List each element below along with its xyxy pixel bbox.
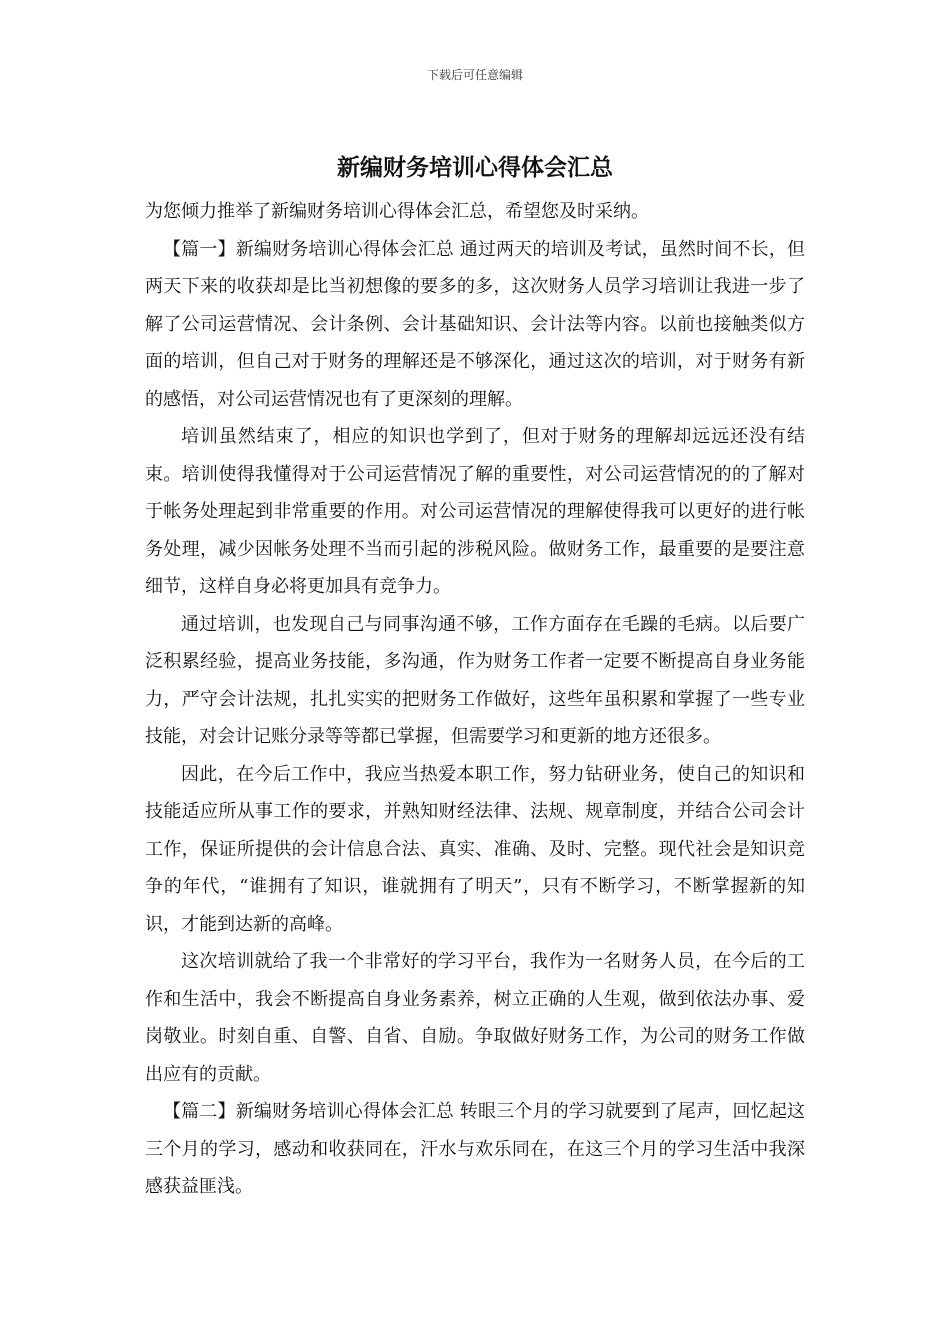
body-paragraph: 培训虽然结束了，相应的知识也学到了，但对于财务的理解却远远还没有结束。培训使得我懂得对于公司运营情况了解的重要性，对公司运营情况的的了解对于帐务处理起到非常重要的作用。对公司运营情况的理解使得我可以更好的进行帐务处理，减少因帐务处理不当而引起的涉税风险。做财务工作，最重要的是要注意细节，这样自身必将更加具有竞争力。 <box>145 426 805 597</box>
document-body <box>145 193 805 1206</box>
document-title: 新编财务培训心得体会汇总 <box>337 154 613 181</box>
header-note: 下载后可任意编辑 <box>426 68 523 82</box>
article-one-opening-paragraph: 【篇一】新编财务培训心得体会汇总 通过两天的培训及考试，虽然时间不长，但两天下来的收获却是比当初想像的要多的多，这次财务人员学习培训让我进一步了解了公司运营情况、会计条例、会计基础知识、会计法等内容。以前也接触类似方面的培训，但自己对于财务的理解还是不够深化，通过这次的培训，对于财务有新的感悟，对公司运营情况也有了更深刻的理解。 <box>145 238 805 410</box>
article-two-opening-paragraph: 【篇二】新编财务培训心得体会汇总 转眼三个月的学习就要到了尾声，回忆起这三个月的学习，感动和收获同在，汗水与欢乐同在，在这三个月的学习生活中我深感获益匪浅。 <box>145 1101 805 1197</box>
body-paragraph: 因此，在今后工作中，我应当热爱本职工作，努力钻研业务，使自己的知识和技能适应所从事工作的要求，并熟知财经法律、法规、规章制度，并结合公司会计工作，保证所提供的会计信息合法、真实、准确、及时、完整。现代社会是知识竞争的年代，“谁拥有了知识，谁就拥有了明天”，只有不断学习，不断掌握新的知识，才能到达新的高峰。 <box>145 763 805 935</box>
intro-paragraph: 为您倾力推举了新编财务培训心得体会汇总，希望您及时采纳。 <box>145 201 649 222</box>
body-paragraph: 这次培训就给了我一个非常好的学习平台，我作为一名财务人员，在今后的工作和生活中，我会不断提高自身业务素养，树立正确的人生观，做到依法办事、爱岗敬业。时刻自重、自警、自省、自励。争取做好财务工作，为公司的财务工作做出应有的贡献。 <box>145 951 805 1085</box>
body-paragraph: 通过培训，也发现自己与同事沟通不够，工作方面存在毛躁的毛病。以后要广泛积累经验，提高业务技能，多沟通，作为财务工作者一定要不断提高自身业务能力，严守会计法规，扎扎实实的把财务工作做好，这些年虽积累和掌握了一些专业技能，对会计记账分录等等都已掌握，但需要学习和更新的地方还很多。 <box>145 613 805 747</box>
